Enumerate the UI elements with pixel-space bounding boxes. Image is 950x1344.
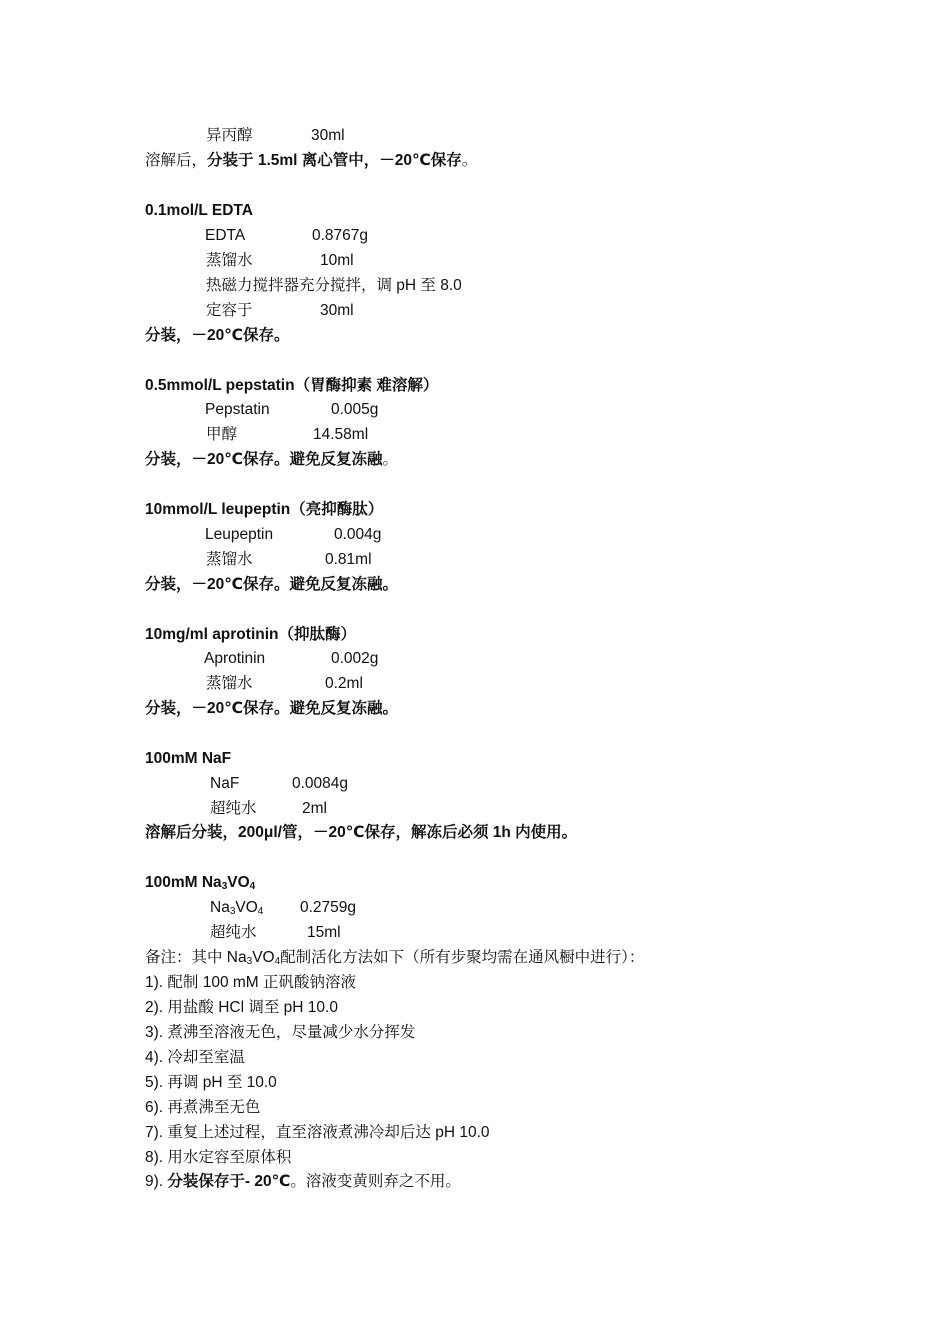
reagent-name-subscript: 3 <box>229 906 236 917</box>
activation-step: 5). 再调 pH 至 10.0 <box>145 1074 277 1091</box>
activation-step: 3). 煮沸至溶液无色，尽量减少水分挥发 <box>145 1024 416 1041</box>
aprotinin-title: 10mg/ml aprotinin（抑肽酶） <box>145 626 356 643</box>
naf-title: 100mM NaF <box>145 750 232 767</box>
title-subscript: 4 <box>249 881 256 892</box>
activation-step: 1). 配制 100 mM 正矾酸钠溶液 <box>145 974 356 991</box>
note-bold: 分装于 1.5ml 离心管中，－20℃保存 <box>207 152 462 169</box>
reagent-name-text: VO <box>235 899 258 916</box>
reagent-amount: 2ml <box>302 800 327 817</box>
leupeptin-title: 10mmol/L leupeptin（亮抑酶肽） <box>145 501 384 518</box>
activation-step: 7). 重复上述过程，直至溶液煮沸冷却后达 pH 10.0 <box>145 1124 490 1141</box>
reagent-amount: 14.58ml <box>313 426 369 443</box>
activation-step: 8). 用水定容至原体积 <box>145 1149 292 1166</box>
reagent-amount: 0.2759g <box>300 899 357 916</box>
reagent-name: Leupeptin <box>205 526 274 543</box>
storage-plain: 。 <box>382 451 399 468</box>
title-text: VO <box>227 874 250 891</box>
reagent-amount: 10ml <box>320 252 354 269</box>
na3vo4-title <box>145 873 255 893</box>
reagent-amount: 0.0084g <box>292 775 349 792</box>
reagent-amount: 15ml <box>307 924 341 941</box>
reagent-name: NaF <box>210 775 240 792</box>
remark-text: VO <box>252 949 275 966</box>
reagent-amount: 30ml <box>311 127 345 144</box>
reagent-name <box>210 898 263 918</box>
reagent-name: 超纯水 <box>210 924 257 941</box>
reagent-name: 甲醇 <box>206 426 238 443</box>
reagent-name-text: Na <box>210 899 230 916</box>
reagent-name-subscript: 4 <box>257 906 264 917</box>
reagent-name: 蒸馏水 <box>206 551 253 568</box>
reagent-amount: 0.81ml <box>325 551 372 568</box>
title-text: 100mM Na <box>145 874 222 891</box>
na3vo4-remark <box>145 948 644 968</box>
activation-step: 4). 冷却至室温 <box>145 1049 245 1066</box>
activation-step <box>145 1172 461 1192</box>
reagent-amount: 0.8767g <box>312 227 369 244</box>
reagent-name: 超纯水 <box>210 800 257 817</box>
storage-bold: 分装，－20℃保存。避免反复冻融 <box>145 451 383 468</box>
remark-text: 配制活化方法如下（所有步聚均需在通风橱中进行）： <box>280 949 645 966</box>
reagent-amount: 30ml <box>320 302 354 319</box>
activation-step: 2). 用盐酸 HCl 调至 pH 10.0 <box>145 999 338 1016</box>
reagent-name: 定容于 <box>206 302 253 319</box>
remark-subscript: 4 <box>274 956 281 967</box>
step-bold: 分装保存于- 20℃ <box>167 1173 291 1190</box>
naf-storage: 溶解后分装，200μl/管，－20℃保存，解冻后必须 1h 内使用。 <box>145 824 578 841</box>
reagent-name: EDTA <box>205 227 246 244</box>
edta-step: 热磁力搅拌器充分搅拌，调 pH 至 8.0 <box>206 277 462 294</box>
pepstatin-title: 0.5mmol/L pepstatin（胃酶抑素 难溶解） <box>145 377 439 394</box>
leupeptin-storage: 分装，－20℃保存。避免反复冻融。 <box>145 576 399 593</box>
reagent-amount: 0.005g <box>331 401 379 418</box>
pepstatin-storage <box>145 450 398 470</box>
activation-step: 6). 再煮沸至无色 <box>145 1099 261 1116</box>
note-plain-end: 。 <box>461 152 478 169</box>
remark-text: 备注：其中 Na <box>145 949 247 966</box>
remark-subscript: 3 <box>246 956 253 967</box>
reagent-amount: 0.002g <box>331 650 379 667</box>
intro-storage-note <box>145 151 477 171</box>
reagent-name: Aprotinin <box>204 650 266 667</box>
reagent-name: 蒸馏水 <box>206 675 253 692</box>
reagent-name: Pepstatin <box>205 401 270 418</box>
edta-storage: 分装，－20℃保存。 <box>145 327 290 344</box>
aprotinin-storage: 分装，－20℃保存。避免反复冻融。 <box>145 700 399 717</box>
step-number: 9). <box>145 1173 168 1190</box>
reagent-name: 蒸馏水 <box>206 252 253 269</box>
reagent-name: 异丙醇 <box>206 127 253 144</box>
reagent-amount: 0.2ml <box>325 675 363 692</box>
note-plain: 溶解后， <box>145 152 208 169</box>
title-subscript: 3 <box>221 881 228 892</box>
step-plain: 。溶液变黄则弃之不用。 <box>290 1173 461 1190</box>
edta-title: 0.1mol/L EDTA <box>145 202 253 219</box>
reagent-amount: 0.004g <box>334 526 382 543</box>
